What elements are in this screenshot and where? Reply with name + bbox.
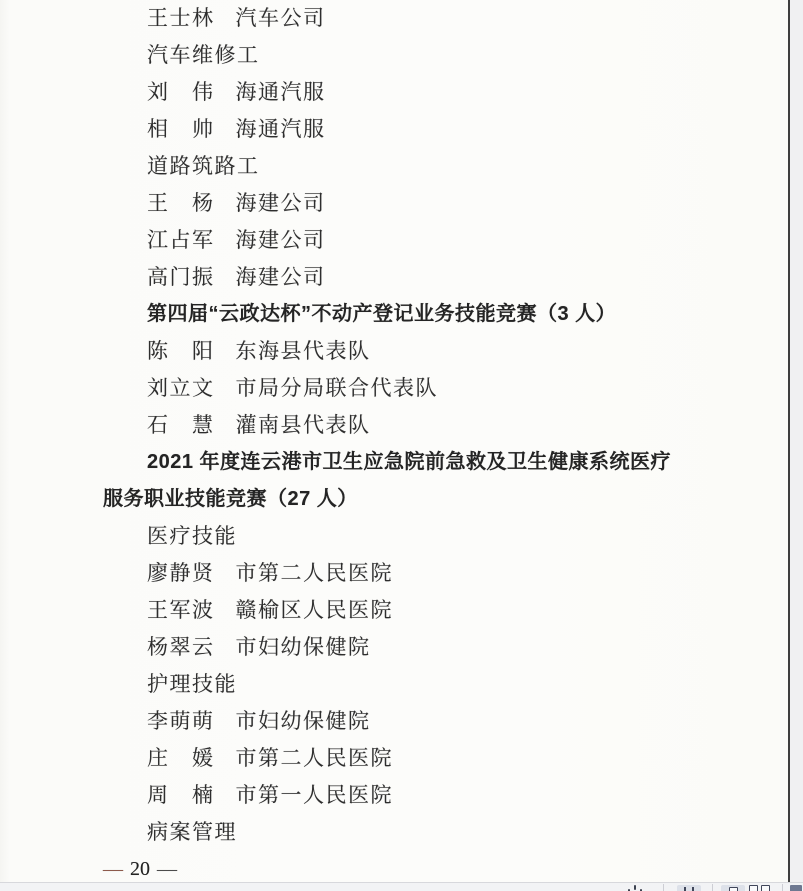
person-name: 刘 伟 [147,80,215,104]
person-name: 周 楠 [147,783,215,807]
person-name: 高门振 [147,265,215,289]
category-label [103,37,788,74]
viewer-bottom-toolbar [0,882,803,891]
right-gutter [790,0,803,882]
competition-heading-continuation [103,481,788,518]
person-name: 刘立文 [147,376,215,400]
category-text: 汽车维修工 [147,43,260,67]
page-number-dash-right: — [157,858,177,880]
heading-text: 第四届“云政达杯”不动产登记业务技能竞赛（3 人） [147,303,617,325]
category-label [103,666,788,703]
award-entry-row [103,407,788,444]
person-org: 东海县代表队 [235,339,371,363]
fit-width-icon[interactable] [677,885,701,891]
competition-heading [103,296,788,333]
page-number-dash-left: — [103,858,123,880]
heading-text: 服务职业技能竞赛（27 人） [103,488,358,510]
two-page-view-icon[interactable] [749,885,770,891]
person-org: 海通汽服 [235,80,326,104]
person-name: 王士林 [147,6,215,30]
award-entry-row [103,185,788,222]
category-text: 护理技能 [147,672,237,696]
award-entry-row [103,0,788,37]
award-entry-row [103,629,788,666]
category-text: 医疗技能 [147,524,237,548]
person-name: 庄 媛 [147,746,215,770]
toolbar-separator [782,884,783,891]
person-org: 海建公司 [235,228,326,252]
award-entry-row [103,740,788,777]
person-org: 市局分局联合代表队 [235,376,438,400]
person-org: 海建公司 [235,265,326,289]
award-entry-row [103,74,788,111]
person-org: 市妇幼保健院 [235,709,371,733]
person-name: 王军波 [147,598,215,622]
toolbar-separator [712,884,713,891]
person-name: 石 慧 [147,413,215,437]
page-number [103,851,788,882]
award-entry-row [103,703,788,740]
category-label [103,814,788,851]
award-entry-row [103,370,788,407]
single-page-icon[interactable] [721,885,745,891]
heading-text: 2021 年度连云港市卫生应急院前急救及卫生健康系统医疗 [147,451,672,473]
person-org: 海通汽服 [235,117,326,141]
award-entry-row [103,259,788,296]
award-entry-row [103,555,788,592]
person-org: 海建公司 [235,191,326,215]
award-entry-row [103,592,788,629]
award-entry-row [103,777,788,814]
award-entry-row [103,222,788,259]
person-org: 赣榆区人民医院 [235,598,393,622]
side-panel-icon[interactable] [790,885,802,891]
person-name: 杨翠云 [147,635,215,659]
sparkle-icon[interactable] [626,885,644,891]
person-name: 王 杨 [147,191,215,215]
person-name: 江占军 [147,228,215,252]
person-name: 相 帅 [147,117,215,141]
page-number-value: 20 [130,858,150,880]
toolbar-separator [663,884,664,891]
person-org: 市第二人民医院 [235,746,393,770]
competition-heading [103,444,788,481]
person-org: 市妇幼保健院 [235,635,371,659]
person-name: 廖静贤 [147,561,215,585]
category-label [103,148,788,185]
category-text: 道路筑路工 [147,154,260,178]
award-entry-row [103,111,788,148]
person-org: 灌南县代表队 [235,413,371,437]
person-org: 市第一人民医院 [235,783,393,807]
person-name: 李萌萌 [147,709,215,733]
person-org: 汽车公司 [235,6,326,30]
award-entry-row [103,333,788,370]
category-label [103,518,788,555]
person-org: 市第二人民医院 [235,561,393,585]
category-text: 病案管理 [147,820,237,844]
person-name: 陈 阳 [147,339,215,363]
